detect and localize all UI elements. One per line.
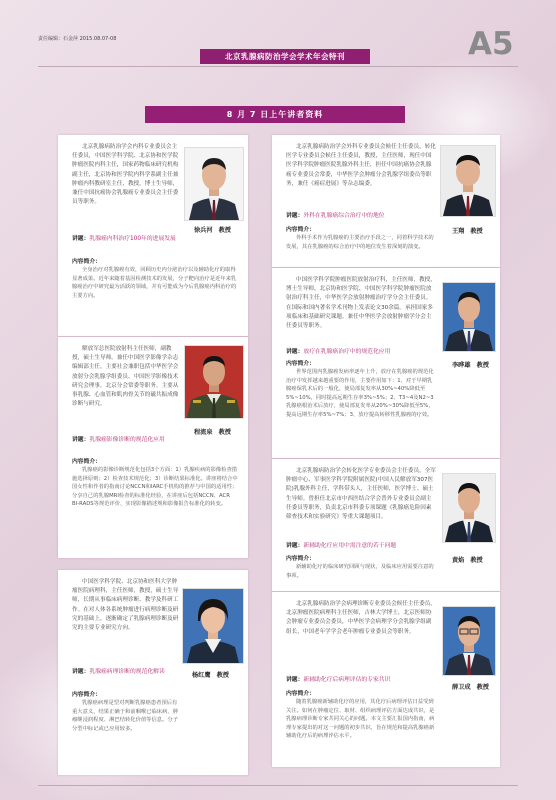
speaker-name: 黄焰 [452,557,465,564]
speaker-intro: 新辅助化疗的临床研究回顾与现状，及临床应用需要注意的事项。 [286,564,434,579]
speaker-caption [452,226,489,235]
intro-heading: 内容简介： [286,556,315,562]
speaker-caption [452,682,495,691]
intro-heading: 内容简介： [286,691,315,697]
speaker-bio: 北京乳腺病防治学会病理诊断专业委员会候任主任委员，北京肿瘤医院病理科主任医师，吉林大学博士，北京医师协会肿瘤专业委员会委员，中华医学会病理学分会乳腺学组副组长，中国老年学学会老年肿瘤专业委员会等职务。 [286,601,436,635]
speaker-role: 教授 [216,672,229,679]
speaker-role: 教授 [470,228,483,235]
speaker-bio: 解放军总医院放射科主任医师，副教授，硕士生导师。兼任中国医学影像学杂志编辑部主任，主要社会兼职包括中华医学会放射分会乳腺学组委员、中国医学影像技术研究会理事，北京分会常委等职务。主要从事乳腺、心血管和肌肉骨关节的磁共振成像诊断与研究。 [72,346,179,408]
speaker-card-wang [272,135,500,267]
speaker-role: 教授 [476,684,489,691]
speaker-card-huang [272,459,500,591]
speaker-photo [442,473,496,543]
speaker-photo [442,606,496,676]
speaker-name: 李晔雄 [452,362,471,369]
speaker-intro: 世界范围内乳腺癌发病率逐年上升，放疗在乳腺癌的规范化治疗中发挥越来越重要的作用，主要作用如下：1、对于早期乳腺癌保乳术后的一般化，使局部复发率从30%~40%降低至5%~10%，同时提高远期生存率3%~5%；2、T3~4及N2~3乳腺癌根治术后放疗，使局部复发率从20%~30%降低至5%，提高远期生存率5%~7%；3、放疗提高转移性乳腺癌的疗效。 [286,369,434,418]
speaker-caption [452,555,489,564]
page-number: A5 [468,26,514,62]
speaker-role: 教授 [470,557,483,564]
intro-heading: 内容简介： [72,692,101,698]
intro-heading: 内容简介： [286,227,315,233]
speaker-bio: 北京乳腺病防治学会转化医学专业委员会主任委员，全军肿瘤中心、军事医学科学院附属医院(中国人民解放军307医院)乳腺外科主任，学科带头人，主任医师，医学博士、硕士生导师。曾担任北京市中西医结合学会普外专业委员会副主任委员等职务，负责北京市科委专项课题《乳腺癌危险因素筛查技术和实验研究》等重大课题项目。 [286,468,436,521]
speaker-name: 薛卫成 [452,684,471,691]
intro-heading: 内容简介： [72,459,101,465]
speaker-topic: 讲题：新辅助化疗应用中需注意的若干问题 [286,543,397,549]
intro-heading: 内容简介： [72,259,101,265]
speaker-topic: 讲题：乳腺癌内科治疗100年的进展发展 [72,236,176,242]
speaker-name: 徐兵河 [194,227,213,234]
speaker-topic: 讲题：新辅助化疗后病理评估的专家共识 [286,677,391,683]
speaker-role: 教授 [218,429,231,436]
speaker-bio: 北京乳腺病防治学会外科专业委员会候任主任委员，转化医学专业委员会候任主任委员，教授，主任医师，现任中国医学科学院肿瘤医院乳腺外科主任，担任中国抗癌协会乳腺癌专业委员会常委，中华医学会肿瘤分会乳腺学组委员等职务，兼任《癌症进展》等杂志编委。 [286,144,436,187]
section-title: 8 月 7 日上午讲者资料 [145,106,405,123]
speaker-role: 教授 [218,227,231,234]
speaker-bio: 中国医学科学院肿瘤医院放射治疗科，主任医师，教授，博士生导师，北京协和医学院、中国医学科学院肿瘤医院放射治疗科主任，中华医学会放射肿瘤治疗学分会主任委员。在国际和国内著名学术刊物上发表论文30余篇。承担国家多项临床和基础研究课题。兼任中华医学会放射肿瘤学分会主任委员等职务。 [286,277,436,330]
intro-heading: 内容简介： [286,361,315,367]
speaker-caption [194,225,237,234]
speaker-intro: 乳腺癌的影像诊断规范化包括3个方面：1）乳腺疾病的影像检查措施选择原则；2）检查技术规范化；3）诊断结果标准化。讲座将结合中国女性和作者的指南讨论NCCN和IARC手机构的推荐与中国的适用性；分享自己的乳腺MRI检查的标准化经验，在讲座后包括NCCN、ACR BI-RADS等规范评价，实现影像描述规和影像报告标准化的转变。 [72,467,238,508]
speaker-name: 杨红鹰 [192,672,211,679]
special-issue-banner: 北京乳腺病防治学会学术年会特刊 [200,49,370,64]
speaker-card-xu [58,135,248,336]
speaker-role: 教授 [476,362,489,369]
speaker-photo [440,145,496,217]
speaker-intro: 全身治疗对乳腺癌有效，回顾历史内分泌治疗以及辅助化疗的取得显著成果。近年来随着基因检测技术的发展，分子靶向治疗是近年来乳腺癌治疗中研究最为活跃的领域，并有可能成为今后乳腺癌内科治疗的主要方向。 [72,267,237,299]
speaker-caption [192,670,235,679]
header-rule [38,66,518,67]
speaker-intro: 外科手术作为乳腺癌的主要治疗手段之一，同着科学技术的发展，其在乳腺癌的综合治疗中的地位发生着深刻的演变。 [286,235,434,250]
speaker-photo [184,345,244,419]
speaker-photo [184,147,244,221]
speaker-name: 程流泉 [194,429,213,436]
speaker-topic: 讲题：外科在乳腺癌综合治疗中的地位 [286,213,385,219]
speaker-card-cheng [58,337,248,558]
speaker-intro: 乳腺癌病理是型对判断乳腺癌患者预后有重大意义，结果正确于和前咽喉已临床病、肿瘤继浸润程度、淋巴结转化价值等信息。分子分型中标记或已应用较多。 [72,700,178,732]
speaker-topic: 讲题：放疗在乳腺癌治疗中的规范化应用 [286,349,391,355]
footer-rule [38,785,518,786]
speaker-card-xue [272,592,500,767]
speaker-intro: 随着乳腺癌新辅助化疗的应用，其化疗后病理评估日益受到关注。如何在肿瘤定位、取材、组织病理评估方面达成共识，是乳腺病理诊断专家共同关心的问题。本文主要汇报国内指南，病理专家提出的对这一问题的初步共识，旨在规范和提高乳腺癌新辅助化疗后的病理评估水平。 [286,699,435,740]
speaker-photo [182,588,244,664]
speaker-card-li [272,268,500,458]
speaker-bio: 中国医学科学院、北京协和医科大学肿瘤医院病理科，主任医师，教授，硕士生导师，长期从事临床病理诊断、教学及科研工作。在对人体各系统肿瘤进行病理诊断及研究的基础上，逐渐确定了乳腺病理诊断及研究的主要专业研究方向。 [72,579,179,632]
speaker-topic: 讲题：乳腺癌影像诊断的规范化应用 [72,437,165,443]
speaker-caption [194,427,237,436]
edition-meta: 责任编辑：石金萍 2015.08.07-08 [38,36,117,42]
speaker-name: 王翔 [452,228,465,235]
speaker-photo [442,282,496,352]
speaker-caption [452,360,495,369]
speaker-bio: 北京乳腺病防治学会内科专业委员会主任委员，中国医学科学院、北京协和医学院肿瘤医院内科主任，国家药物临床研究机构副主任，北京协和医学院内科学系副主任兼肿瘤内科教研室主任，教授，博士生导师，兼任中国抗癌协会乳腺癌专业委员会主任委员等职务。 [72,144,179,206]
speaker-card-yang [58,570,248,775]
speaker-topic: 讲题：乳腺癌病理诊断的规范化解读 [72,669,165,675]
